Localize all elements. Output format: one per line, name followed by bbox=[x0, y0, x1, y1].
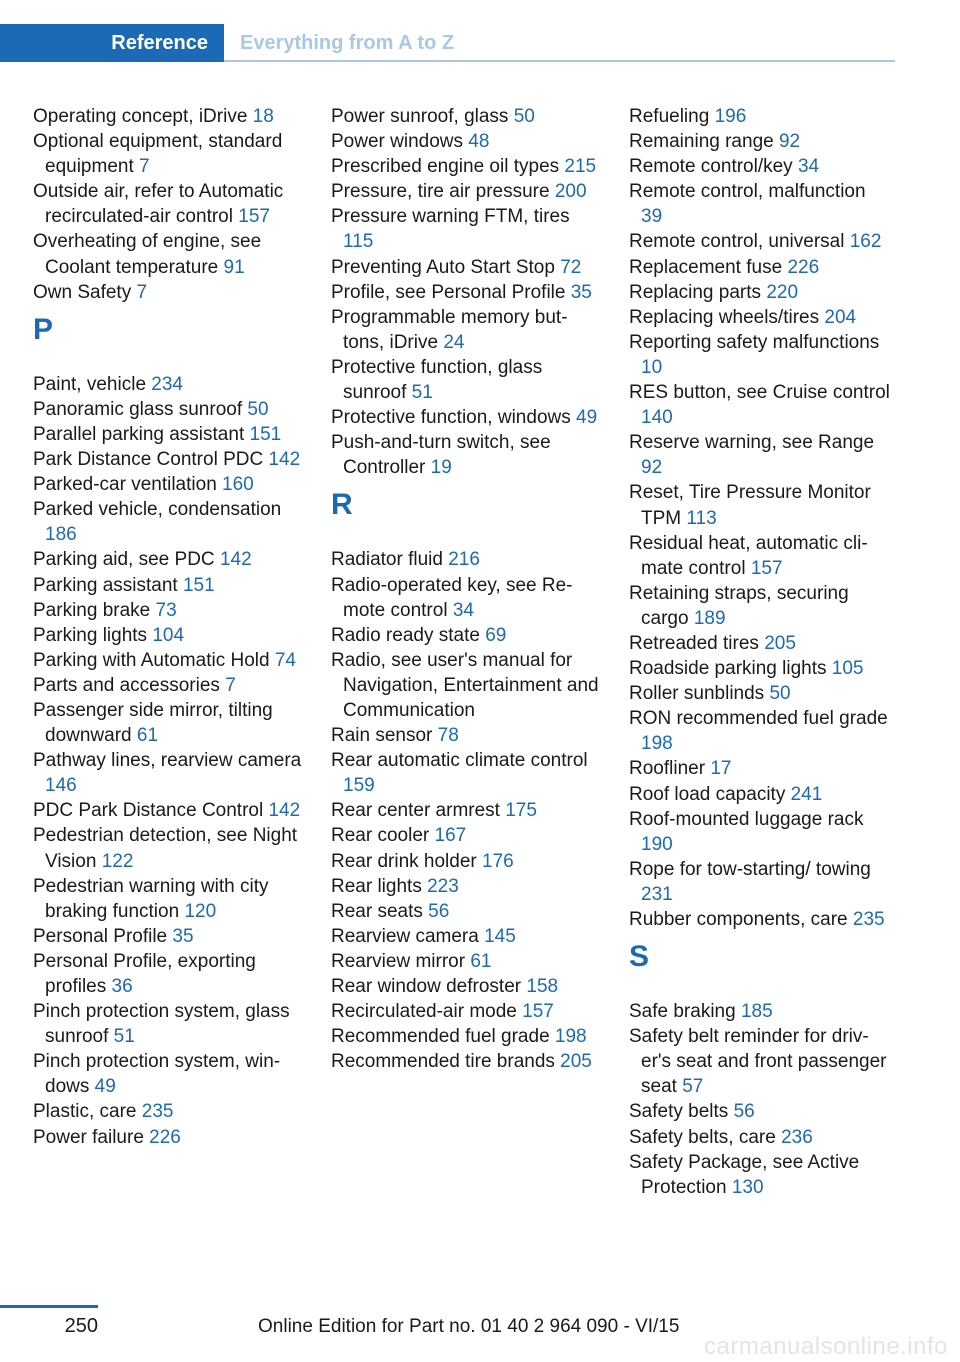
page-reference-link[interactable]: 73 bbox=[155, 599, 177, 621]
index-entry-text: Rear cooler bbox=[331, 825, 430, 847]
index-entry-text: Protective function, windows bbox=[331, 407, 571, 429]
index-entry bbox=[331, 723, 601, 748]
index-entry bbox=[331, 874, 601, 899]
page-reference-link[interactable]: 204 bbox=[824, 306, 857, 328]
index-entry bbox=[629, 255, 891, 280]
index-entry-text: Parts and accessories bbox=[33, 674, 220, 696]
page-reference-link[interactable]: 231 bbox=[641, 883, 673, 905]
page-number: 250 bbox=[64, 1315, 98, 1337]
index-entry-text: Operating concept, iDrive bbox=[33, 106, 248, 127]
page-reference-link[interactable]: 151 bbox=[249, 423, 282, 445]
index-entry bbox=[629, 104, 891, 129]
index-entry-text: Remote control/key bbox=[629, 156, 793, 178]
index-entry-text: Rubber components, care bbox=[629, 909, 848, 930]
index-entry-text: Refueling bbox=[629, 106, 710, 127]
index-entry bbox=[331, 573, 601, 623]
index-entry-text: Remaining range bbox=[629, 131, 774, 153]
page-reference-link[interactable]: 234 bbox=[151, 373, 183, 395]
index-entry bbox=[331, 179, 601, 204]
page-reference-link[interactable]: 56 bbox=[733, 1101, 755, 1123]
index-entry bbox=[331, 648, 601, 723]
page-reference-link[interactable]: 157 bbox=[238, 206, 270, 228]
index-entry bbox=[629, 1024, 891, 1099]
section-tab-reference[interactable]: Reference bbox=[0, 24, 224, 62]
index-entry-text: Parking aid, see PDC bbox=[33, 549, 215, 571]
index-entry bbox=[33, 949, 303, 999]
page-reference-link[interactable]: 61 bbox=[136, 725, 159, 747]
index-entry bbox=[331, 305, 601, 355]
index-entry bbox=[331, 204, 601, 254]
page-reference-link[interactable]: 226 bbox=[149, 1126, 181, 1148]
page-reference-link[interactable]: 35 bbox=[570, 281, 592, 303]
page-reference-link[interactable]: 105 bbox=[831, 658, 864, 680]
header-rule bbox=[224, 60, 895, 62]
index-entry-text: Preventing Auto Start Stop bbox=[331, 256, 555, 278]
page-number-rule bbox=[0, 1305, 98, 1308]
index-entry-text: Roller sunblinds bbox=[629, 683, 765, 705]
index-entry bbox=[33, 472, 303, 497]
index-entry-text: Rear window defroster bbox=[331, 976, 522, 997]
index-entry bbox=[33, 598, 303, 623]
page-reference-link[interactable]: 113 bbox=[686, 507, 717, 529]
index-entry bbox=[33, 547, 303, 572]
page-reference-link[interactable]: 115 bbox=[343, 231, 374, 253]
index-entry bbox=[629, 681, 891, 706]
index-entry bbox=[629, 280, 891, 305]
index-entry bbox=[629, 857, 891, 907]
index-entry-text: Personal Profile, exporting profiles bbox=[33, 950, 256, 997]
page-reference-link[interactable]: 167 bbox=[434, 825, 467, 847]
index-entry bbox=[629, 330, 891, 380]
index-entry bbox=[331, 355, 601, 405]
index-entry-text: Park Distance Control PDC bbox=[33, 449, 264, 471]
index-entry-text: Recommended tire brands bbox=[331, 1051, 555, 1073]
index-entry bbox=[331, 129, 601, 154]
page-reference-link[interactable]: 200 bbox=[554, 181, 587, 203]
index-entry-text: Optional equipment, standard equipment bbox=[33, 131, 283, 178]
page-reference-link[interactable]: 146 bbox=[45, 775, 77, 797]
page-reference-link[interactable]: 198 bbox=[641, 733, 673, 755]
page-reference-link[interactable]: 142 bbox=[268, 449, 301, 471]
page-reference-link[interactable]: 24 bbox=[443, 331, 465, 353]
page-reference-link[interactable]: 196 bbox=[714, 106, 747, 127]
index-entry-text: Parking brake bbox=[33, 599, 151, 621]
index-entry bbox=[331, 255, 601, 280]
index-entry-text: Push-and-turn switch, see Controller bbox=[331, 432, 551, 479]
page-reference-link[interactable]: 186 bbox=[45, 524, 77, 546]
page-reference-link[interactable]: 235 bbox=[852, 909, 885, 930]
index-entry-text: Rear center armrest bbox=[331, 800, 500, 822]
index-entry-text: Reset, Tire Pressure Monitor TPM bbox=[629, 482, 871, 529]
page-reference-link[interactable]: 142 bbox=[219, 549, 252, 571]
index-entry bbox=[629, 229, 891, 254]
index-entry-text: PDC Park Distance Control bbox=[33, 800, 264, 822]
page-reference-link[interactable]: 175 bbox=[505, 800, 537, 822]
page-reference-link[interactable]: 57 bbox=[682, 1076, 704, 1098]
page-reference-link[interactable]: 7 bbox=[139, 156, 150, 178]
page-reference-link[interactable]: 122 bbox=[101, 850, 134, 872]
index-entry-text: Safety belts, care bbox=[629, 1126, 776, 1148]
index-entry-text: Own Safety bbox=[33, 281, 132, 303]
index-entry bbox=[33, 129, 303, 179]
edition-footer: Online Edition for Part no. 01 40 2 964 090 - VI/15 bbox=[258, 1316, 680, 1337]
index-entry bbox=[629, 1099, 891, 1124]
page-reference-link[interactable]: 145 bbox=[484, 925, 516, 947]
index-entry bbox=[33, 179, 303, 229]
page-reference-link[interactable]: 235 bbox=[141, 1101, 174, 1123]
index-entry bbox=[629, 380, 891, 430]
index-entry-text: Rear lights bbox=[331, 875, 422, 897]
index-entry-text: Personal Profile bbox=[33, 925, 168, 947]
index-entry-text: Parking lights bbox=[33, 624, 148, 646]
page-reference-link[interactable]: 92 bbox=[641, 457, 663, 479]
index-entry bbox=[331, 949, 601, 974]
page-reference-link[interactable]: 157 bbox=[750, 557, 783, 579]
index-entry bbox=[629, 656, 891, 681]
page-reference-link[interactable]: 215 bbox=[564, 156, 597, 178]
index-entry bbox=[331, 748, 601, 798]
page-reference-link[interactable]: 7 bbox=[225, 674, 236, 696]
index-entry-text: Residual heat, automatic climate control bbox=[629, 532, 868, 579]
index-entry bbox=[33, 1099, 303, 1124]
page-reference-link[interactable]: 35 bbox=[172, 925, 194, 947]
index-entry bbox=[331, 280, 601, 305]
page-reference-link[interactable]: 48 bbox=[468, 131, 490, 153]
index-entry-text: RON recommended fuel grade bbox=[629, 708, 888, 730]
index-entry-text: Radiator fluid bbox=[331, 549, 443, 571]
index-entry bbox=[33, 698, 303, 748]
index-entry bbox=[331, 154, 601, 179]
index-entry-text: Retaining straps, securing cargo bbox=[629, 582, 849, 629]
index-entry bbox=[629, 999, 891, 1024]
page-reference-link[interactable]: 17 bbox=[710, 758, 732, 780]
page-reference-link[interactable]: 72 bbox=[560, 256, 582, 278]
index-entry-text: Panoramic glass sunroof bbox=[33, 398, 243, 420]
page-reference-link[interactable]: 241 bbox=[790, 783, 823, 805]
index-entry bbox=[33, 397, 303, 422]
index-entry-text: Rear seats bbox=[331, 900, 423, 922]
page-reference-link[interactable]: 160 bbox=[222, 474, 254, 496]
index-entry-text: Roof-mounted luggage rack bbox=[629, 808, 864, 830]
index-entry bbox=[331, 1049, 601, 1074]
page-reference-link[interactable]: 74 bbox=[274, 649, 296, 671]
page-reference-link[interactable]: 51 bbox=[113, 1026, 135, 1048]
index-entry bbox=[33, 823, 303, 873]
page-reference-link[interactable]: 34 bbox=[797, 156, 820, 178]
index-entry-text: Rearview camera bbox=[331, 925, 479, 947]
index-entry-text: Parked-car ventilation bbox=[33, 474, 217, 496]
page-reference-link[interactable]: 18 bbox=[252, 106, 274, 127]
page-reference-link[interactable]: 7 bbox=[136, 281, 148, 303]
index-column-2 bbox=[331, 104, 601, 1074]
index-entry-text: Safe braking bbox=[629, 1001, 736, 1023]
page-reference-link[interactable]: 51 bbox=[411, 382, 433, 404]
page-reference-link[interactable]: 176 bbox=[482, 850, 514, 872]
index-entry-text: Pedestrian warning with city braking function bbox=[33, 875, 269, 922]
page-reference-link[interactable]: 69 bbox=[485, 624, 507, 646]
index-entry-text: Protective function, glass sunroof bbox=[331, 356, 543, 404]
index-entry bbox=[331, 798, 601, 823]
index-entry-text: Rearview mirror bbox=[331, 950, 466, 972]
index-entry-text: Radio ready state bbox=[331, 624, 480, 646]
index-entry-text: Pressure warning FTM, tires bbox=[331, 206, 570, 228]
page-reference-link[interactable]: 92 bbox=[778, 131, 801, 153]
page-reference-link[interactable]: 19 bbox=[430, 457, 452, 479]
index-entry-text: Paint, vehicle bbox=[33, 373, 147, 395]
index-entry bbox=[629, 807, 891, 857]
page-reference-link[interactable]: 226 bbox=[787, 256, 820, 278]
index-entry bbox=[331, 924, 601, 949]
page-reference-link[interactable]: 130 bbox=[731, 1176, 764, 1198]
index-entry-text: Recommended fuel grade bbox=[331, 1026, 550, 1048]
page-reference-link[interactable]: 190 bbox=[641, 833, 673, 855]
index-entry-text: Pedestrian detection, see Night Vision bbox=[33, 825, 298, 872]
index-entry bbox=[331, 849, 601, 874]
index-entry-text: Power windows bbox=[331, 131, 463, 153]
index-entry-text: Radio, see user's manual for Navigation, Entertainment and Communication bbox=[331, 649, 599, 721]
index-entry-text: Roof load capacity bbox=[629, 783, 786, 805]
index-entry bbox=[331, 974, 601, 999]
index-entry-text: Roofliner bbox=[629, 758, 706, 780]
index-entry bbox=[629, 154, 891, 179]
page-reference-link[interactable]: 49 bbox=[576, 407, 598, 429]
index-entry-text: Safety Package, see Active Protection bbox=[629, 1151, 860, 1198]
page-reference-link[interactable]: 50 bbox=[513, 106, 535, 127]
index-entry-text: Pinch protection system, glass sunroof bbox=[33, 1001, 290, 1048]
index-entry-text: RES button, see Cruise control bbox=[629, 382, 890, 404]
index-entry bbox=[331, 104, 601, 129]
index-entry-text: Parking with Automatic Hold bbox=[33, 649, 270, 671]
index-entry-text: Recirculated-air mode bbox=[331, 1001, 517, 1023]
index-entry bbox=[629, 1150, 891, 1200]
index-entry bbox=[629, 480, 891, 530]
index-entry bbox=[33, 497, 303, 547]
index-entry-text: Reserve warning, see Range bbox=[629, 432, 875, 454]
index-entry-text: Pathway lines, rearview camera bbox=[33, 750, 302, 772]
page-reference-link[interactable]: 157 bbox=[522, 1001, 554, 1023]
index-column-3 bbox=[629, 104, 891, 1200]
index-entry bbox=[331, 899, 601, 924]
index-entry bbox=[331, 405, 601, 430]
index-entry-text: Radio-operated key, see Remote control bbox=[331, 574, 573, 621]
index-entry-text: Safety belts bbox=[629, 1101, 729, 1123]
index-entry-text: Rear automatic climate control bbox=[331, 750, 588, 772]
index-entry bbox=[33, 924, 303, 949]
index-entry bbox=[33, 372, 303, 397]
index-entry-text: Remote control, universal bbox=[629, 231, 845, 253]
index-entry bbox=[629, 631, 891, 656]
index-entry-text: Replacing parts bbox=[629, 281, 762, 303]
page-reference-link[interactable]: 140 bbox=[641, 407, 673, 429]
index-entry bbox=[33, 1125, 303, 1150]
index-entry bbox=[33, 798, 303, 823]
index-entry-text: Rain sensor bbox=[331, 725, 433, 747]
index-entry-text: Profile, see Personal Profile bbox=[331, 281, 566, 303]
index-entry bbox=[629, 430, 891, 480]
index-entry bbox=[33, 999, 303, 1049]
page-reference-link[interactable]: 189 bbox=[693, 607, 726, 629]
index-entry bbox=[33, 104, 303, 129]
index-entry-text: Power sunroof, glass bbox=[331, 106, 509, 127]
index-entry-text: Parking assistant bbox=[33, 574, 178, 596]
index-entry-text: Reporting safety malfunctions bbox=[629, 331, 880, 353]
index-entry bbox=[331, 1024, 601, 1049]
page-reference-link[interactable]: 236 bbox=[781, 1126, 813, 1148]
index-entry-text: Programmable memory buttons, iDrive bbox=[331, 306, 568, 353]
watermark: carmanualsonline.info bbox=[704, 1333, 948, 1360]
index-entry bbox=[33, 623, 303, 648]
index-entry bbox=[629, 782, 891, 807]
index-entry-text: Parallel parking assistant bbox=[33, 423, 245, 445]
page-reference-link[interactable]: 36 bbox=[111, 976, 133, 997]
index-entry bbox=[33, 673, 303, 698]
page-reference-link[interactable]: 39 bbox=[641, 206, 663, 228]
page-reference-link[interactable]: 162 bbox=[849, 231, 882, 253]
index-entry bbox=[629, 907, 891, 932]
page-reference-link[interactable]: 159 bbox=[343, 775, 375, 797]
page-reference-link[interactable]: 142 bbox=[268, 800, 301, 822]
index-entry-text: Outside air, refer to Automatic recirculated-air control bbox=[33, 181, 284, 228]
index-entry-text: Safety belt reminder for driver's seat and front passenger seat bbox=[629, 1026, 887, 1098]
index-letter-heading: S bbox=[629, 940, 650, 974]
page-reference-link[interactable]: 78 bbox=[437, 725, 459, 747]
index-entry bbox=[331, 823, 601, 848]
page-reference-link[interactable]: 49 bbox=[94, 1076, 116, 1098]
index-entry-text: Pressure, tire air pressure bbox=[331, 181, 550, 203]
page-reference-link[interactable]: 61 bbox=[470, 950, 492, 972]
index-entry-text: Replacement fuse bbox=[629, 256, 783, 278]
index-entry-text: Remote control, malfunction bbox=[629, 181, 866, 203]
index-entry bbox=[33, 648, 303, 673]
page-reference-link[interactable]: 223 bbox=[427, 875, 459, 897]
page-reference-link[interactable]: 205 bbox=[764, 632, 796, 654]
page-reference-link[interactable]: 104 bbox=[152, 624, 185, 646]
index-entry bbox=[629, 756, 891, 781]
page-reference-link[interactable]: 50 bbox=[769, 683, 791, 705]
page-reference-link[interactable]: 151 bbox=[182, 574, 215, 596]
index-entry bbox=[629, 179, 891, 229]
page-reference-link[interactable]: 185 bbox=[740, 1001, 773, 1023]
index-entry bbox=[331, 547, 601, 572]
page-reference-link[interactable]: 34 bbox=[452, 599, 474, 621]
index-entry bbox=[629, 1125, 891, 1150]
index-entry bbox=[331, 430, 601, 480]
index-letter-heading: P bbox=[33, 312, 54, 346]
index-entry bbox=[33, 447, 303, 472]
page-reference-link[interactable]: 120 bbox=[184, 900, 217, 922]
index-entry-text: Roadside parking lights bbox=[629, 658, 827, 680]
section-tab-a-to-z[interactable]: Everything from A to Z bbox=[240, 32, 455, 54]
page-reference-link[interactable]: 216 bbox=[448, 549, 480, 571]
index-entry bbox=[629, 706, 891, 756]
page-reference-link[interactable]: 56 bbox=[428, 900, 450, 922]
index-entry-text: Parked vehicle, condensation bbox=[33, 499, 282, 521]
index-entry-text: Pinch protection system, windows bbox=[33, 1051, 281, 1098]
index-entry bbox=[629, 531, 891, 581]
index-entry-text: Replacing wheels/tires bbox=[629, 306, 820, 328]
index-entry bbox=[33, 874, 303, 924]
page-reference-link[interactable]: 220 bbox=[766, 281, 799, 303]
page-reference-link[interactable]: 10 bbox=[641, 356, 663, 378]
index-entry bbox=[331, 623, 601, 648]
page-reference-link[interactable]: 50 bbox=[247, 398, 269, 420]
page-header bbox=[0, 24, 895, 62]
index-entry bbox=[629, 305, 891, 330]
page-reference-link[interactable]: 205 bbox=[560, 1051, 592, 1073]
index-entry-text: Power failure bbox=[33, 1126, 144, 1148]
index-letter-heading: R bbox=[331, 488, 353, 522]
page-reference-link[interactable]: 91 bbox=[223, 256, 245, 278]
index-entry-text: Overheating of engine, see Coolant temperature bbox=[33, 231, 262, 278]
index-entry bbox=[331, 999, 601, 1024]
index-entry-text: Plastic, care bbox=[33, 1101, 137, 1123]
index-entry bbox=[33, 229, 303, 279]
index-entry-text: Rear drink holder bbox=[331, 850, 477, 872]
index-entry bbox=[33, 280, 303, 305]
index-entry bbox=[629, 581, 891, 631]
page-reference-link[interactable]: 198 bbox=[554, 1026, 587, 1048]
index-entry-text: Passenger side mirror, tilting downward bbox=[33, 699, 273, 747]
index-entry bbox=[629, 129, 891, 154]
index-entry-text: Retreaded tires bbox=[629, 632, 759, 654]
index-entry bbox=[33, 573, 303, 598]
page-reference-link[interactable]: 158 bbox=[526, 976, 559, 997]
index-entry bbox=[33, 422, 303, 447]
index-entry bbox=[33, 1049, 303, 1099]
index-entry-text: Rope for tow-starting/ towing bbox=[629, 858, 871, 880]
index-entry bbox=[33, 748, 303, 798]
index-column-1 bbox=[33, 104, 303, 1150]
index-entry-text: Prescribed engine oil types bbox=[331, 156, 560, 178]
